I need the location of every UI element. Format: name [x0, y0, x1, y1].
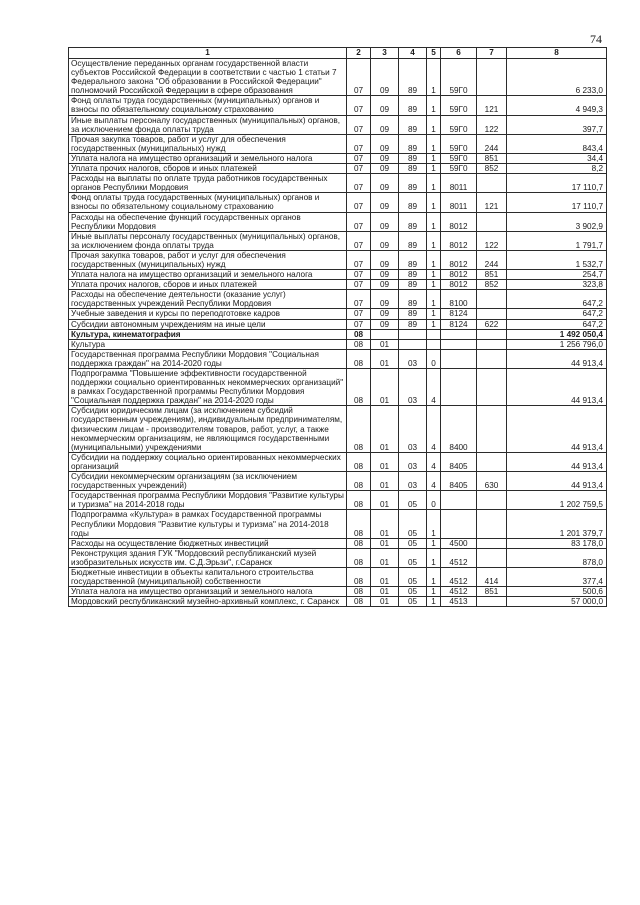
- table-row: [69, 406, 607, 452]
- cell-amount: 843,4: [507, 134, 607, 153]
- cell-subprogram: 4: [427, 406, 441, 452]
- cell-amount: 6 233,0: [507, 59, 607, 96]
- cell-direction: 59Г0: [441, 96, 477, 115]
- cell-section: 07: [347, 309, 371, 319]
- cell-expense-type: 121: [477, 193, 507, 212]
- cell-subsection: 01: [371, 510, 399, 538]
- cell-name: Подпрограмма «Культура» в рамках Государственной программы Республики Мордовия "Развитие культуры и туризма" на 2014-2018 годы: [69, 510, 347, 538]
- cell-subsection: 09: [371, 319, 399, 329]
- cell-name: Иные выплаты персоналу государственных (муниципальных) органов, за исключением фонда оплаты труда: [69, 231, 347, 250]
- cell-name: Фонд оплаты труда государственных (муниципальных) органов и взносы по обязательному социальному страхованию: [69, 193, 347, 212]
- cell-name: Иные выплаты персоналу государственных (муниципальных) органов, за исключением фонда оплаты труда: [69, 115, 347, 134]
- header-col-8: 8: [507, 48, 607, 59]
- cell-direction: 8124: [441, 309, 477, 319]
- table-row: [69, 134, 607, 153]
- cell-section: 08: [347, 597, 371, 607]
- table-row: [69, 250, 607, 269]
- cell-subprogram: 4: [427, 452, 441, 471]
- cell-expense-type: [477, 452, 507, 471]
- cell-section: 07: [347, 231, 371, 250]
- cell-section: 08: [347, 406, 371, 452]
- cell-section: 07: [347, 193, 371, 212]
- cell-amount: 44 913,4: [507, 406, 607, 452]
- cell-subprogram: 1: [427, 309, 441, 319]
- cell-section: 07: [347, 270, 371, 280]
- cell-program: 05: [399, 491, 427, 510]
- cell-program: 89: [399, 164, 427, 174]
- cell-program: [399, 329, 427, 339]
- table-row: [69, 212, 607, 231]
- cell-expense-type: 851: [477, 587, 507, 597]
- table-row: [69, 193, 607, 212]
- table-row: [69, 597, 607, 607]
- cell-program: 89: [399, 319, 427, 329]
- cell-expense-type: [477, 290, 507, 309]
- cell-expense-type: [477, 339, 507, 349]
- cell-amount: 1 256 796,0: [507, 339, 607, 349]
- table-row: [69, 538, 607, 548]
- header-col-1: 1: [69, 48, 347, 59]
- cell-subprogram: 4: [427, 369, 441, 406]
- cell-program: 05: [399, 548, 427, 567]
- cell-section: 08: [347, 538, 371, 548]
- cell-direction: 59Г0: [441, 134, 477, 153]
- cell-direction: 4512: [441, 548, 477, 567]
- cell-subsection: 09: [371, 309, 399, 319]
- cell-expense-type: 851: [477, 153, 507, 163]
- cell-program: 89: [399, 115, 427, 134]
- cell-section: 07: [347, 134, 371, 153]
- cell-amount: 44 913,4: [507, 452, 607, 471]
- cell-section: 08: [347, 369, 371, 406]
- cell-program: 89: [399, 270, 427, 280]
- cell-subsection: 09: [371, 231, 399, 250]
- cell-section: 08: [347, 491, 371, 510]
- cell-subprogram: 1: [427, 59, 441, 96]
- cell-subprogram: 1: [427, 134, 441, 153]
- cell-program: 89: [399, 250, 427, 269]
- cell-name: Уплата налога на имущество организаций и земельного налога: [69, 153, 347, 163]
- cell-subsection: 09: [371, 96, 399, 115]
- cell-expense-type: 244: [477, 250, 507, 269]
- cell-expense-type: 121: [477, 96, 507, 115]
- cell-program: 05: [399, 587, 427, 597]
- cell-direction: 4500: [441, 538, 477, 548]
- page-number: 74: [590, 32, 602, 46]
- cell-section: 08: [347, 587, 371, 597]
- budget-table: [68, 47, 607, 607]
- table-row: [69, 164, 607, 174]
- cell-subsection: 09: [371, 290, 399, 309]
- cell-subprogram: 1: [427, 567, 441, 586]
- cell-name: Подпрограмма "Повышение эффективности государственной поддержки социально ориентированных некоммерческих организаций" в рамках Государственной программы Республики Мордовия "Социальная поддержка граждан" на 2014-2020 годы: [69, 369, 347, 406]
- table-row: [69, 452, 607, 471]
- cell-subsection: 01: [371, 472, 399, 491]
- cell-amount: 647,2: [507, 309, 607, 319]
- cell-expense-type: [477, 59, 507, 96]
- cell-expense-type: 851: [477, 270, 507, 280]
- cell-amount: 254,7: [507, 270, 607, 280]
- cell-subsection: 09: [371, 59, 399, 96]
- cell-section: 07: [347, 153, 371, 163]
- cell-name: Осуществление переданных органам государственной власти субъектов Российской Федерации в соответствии с частью 1 статьи 7 Федерального закона "Об образовании в Российской Федерации" полномочий Российской Федерации в сфере образования: [69, 59, 347, 96]
- cell-direction: 59Г0: [441, 59, 477, 96]
- cell-subprogram: 4: [427, 472, 441, 491]
- cell-subsection: 01: [371, 548, 399, 567]
- cell-amount: 500,6: [507, 587, 607, 597]
- cell-subsection: 01: [371, 587, 399, 597]
- cell-section: 07: [347, 280, 371, 290]
- cell-section: 08: [347, 567, 371, 586]
- cell-section: 07: [347, 164, 371, 174]
- cell-subsection: 01: [371, 369, 399, 406]
- cell-expense-type: [477, 329, 507, 339]
- cell-amount: 647,2: [507, 319, 607, 329]
- cell-expense-type: 852: [477, 280, 507, 290]
- cell-amount: 1 202 759,5: [507, 491, 607, 510]
- cell-program: 89: [399, 59, 427, 96]
- cell-amount: 1 791,7: [507, 231, 607, 250]
- cell-subprogram: 1: [427, 212, 441, 231]
- cell-amount: 44 913,4: [507, 472, 607, 491]
- cell-subprogram: 1: [427, 587, 441, 597]
- cell-subsection: 09: [371, 115, 399, 134]
- cell-direction: 59Г0: [441, 153, 477, 163]
- table-row: [69, 349, 607, 368]
- cell-subsection: 01: [371, 339, 399, 349]
- cell-amount: 323,8: [507, 280, 607, 290]
- table-row: [69, 96, 607, 115]
- cell-expense-type: [477, 309, 507, 319]
- cell-amount: 1 201 379,7: [507, 510, 607, 538]
- cell-section: 07: [347, 115, 371, 134]
- cell-expense-type: [477, 510, 507, 538]
- cell-expense-type: [477, 369, 507, 406]
- header-col-4: 4: [399, 48, 427, 59]
- cell-subsection: 09: [371, 164, 399, 174]
- cell-subprogram: 1: [427, 510, 441, 538]
- table-row: [69, 472, 607, 491]
- table-row: [69, 567, 607, 586]
- cell-section: 07: [347, 250, 371, 269]
- cell-section: 07: [347, 319, 371, 329]
- cell-direction: 8012: [441, 212, 477, 231]
- cell-direction: [441, 329, 477, 339]
- cell-subsection: 09: [371, 174, 399, 193]
- cell-subprogram: 0: [427, 491, 441, 510]
- cell-expense-type: [477, 538, 507, 548]
- cell-section: 07: [347, 96, 371, 115]
- cell-subsection: 01: [371, 452, 399, 471]
- cell-direction: [441, 369, 477, 406]
- table-row: [69, 491, 607, 510]
- cell-program: 89: [399, 309, 427, 319]
- cell-section: 08: [347, 472, 371, 491]
- cell-subprogram: 1: [427, 174, 441, 193]
- cell-section: 08: [347, 329, 371, 339]
- cell-section: 07: [347, 290, 371, 309]
- cell-direction: [441, 491, 477, 510]
- cell-direction: [441, 339, 477, 349]
- header-col-3: 3: [371, 48, 399, 59]
- cell-subsection: 01: [371, 406, 399, 452]
- cell-name: Субсидии на поддержку социально ориентированных некоммерческих организаций: [69, 452, 347, 471]
- cell-subsection: 01: [371, 538, 399, 548]
- cell-amount: 57 000,0: [507, 597, 607, 607]
- cell-amount: 3 902,9: [507, 212, 607, 231]
- cell-subsection: 09: [371, 280, 399, 290]
- cell-section: 08: [347, 349, 371, 368]
- cell-section: 08: [347, 548, 371, 567]
- cell-expense-type: [477, 491, 507, 510]
- cell-name: Уплата прочих налогов, сборов и иных платежей: [69, 164, 347, 174]
- cell-subprogram: 1: [427, 193, 441, 212]
- cell-name: Учебные заведения и курсы по переподготовке кадров: [69, 309, 347, 319]
- table-row: [69, 174, 607, 193]
- cell-direction: 59Г0: [441, 164, 477, 174]
- cell-program: 89: [399, 134, 427, 153]
- cell-program: 89: [399, 96, 427, 115]
- cell-name: Бюджетные инвестиции в объекты капитального строительства государственной (муниципальной) собственности: [69, 567, 347, 586]
- cell-subprogram: 0: [427, 349, 441, 368]
- cell-expense-type: 122: [477, 115, 507, 134]
- cell-subsection: 01: [371, 597, 399, 607]
- cell-program: 89: [399, 153, 427, 163]
- table-row: [69, 280, 607, 290]
- cell-subprogram: [427, 339, 441, 349]
- header-col-2: 2: [347, 48, 371, 59]
- header-col-5: 5: [427, 48, 441, 59]
- cell-name: Культура, кинематография: [69, 329, 347, 339]
- cell-program: 03: [399, 349, 427, 368]
- cell-direction: 8405: [441, 472, 477, 491]
- cell-amount: 17 110,7: [507, 174, 607, 193]
- cell-expense-type: [477, 349, 507, 368]
- cell-program: 03: [399, 406, 427, 452]
- cell-subprogram: 1: [427, 280, 441, 290]
- cell-subsection: 09: [371, 134, 399, 153]
- cell-section: 07: [347, 174, 371, 193]
- cell-program: 05: [399, 510, 427, 538]
- cell-subprogram: 1: [427, 548, 441, 567]
- cell-subprogram: 1: [427, 319, 441, 329]
- table-row: [69, 369, 607, 406]
- cell-direction: 4513: [441, 597, 477, 607]
- cell-program: 03: [399, 472, 427, 491]
- cell-direction: 8100: [441, 290, 477, 309]
- cell-name: Расходы на осуществление бюджетных инвестиций: [69, 538, 347, 548]
- cell-direction: 8012: [441, 250, 477, 269]
- cell-name: Субсидии некоммерческим организациям (за исключением государственных учреждений): [69, 472, 347, 491]
- table-row: [69, 339, 607, 349]
- cell-expense-type: 630: [477, 472, 507, 491]
- table-body: [69, 59, 607, 607]
- cell-direction: 8400: [441, 406, 477, 452]
- cell-expense-type: 414: [477, 567, 507, 586]
- table-row: [69, 587, 607, 597]
- cell-name: Государственная программа Республики Мордовия "Социальная поддержка граждан" на 2014-2020 годы: [69, 349, 347, 368]
- cell-subprogram: [427, 329, 441, 339]
- cell-direction: 8011: [441, 193, 477, 212]
- cell-amount: 34,4: [507, 153, 607, 163]
- cell-subprogram: 1: [427, 153, 441, 163]
- cell-section: 08: [347, 510, 371, 538]
- cell-expense-type: 852: [477, 164, 507, 174]
- cell-program: 89: [399, 193, 427, 212]
- cell-program: 03: [399, 452, 427, 471]
- cell-subprogram: 1: [427, 270, 441, 280]
- cell-amount: 4 949,3: [507, 96, 607, 115]
- cell-amount: 397,7: [507, 115, 607, 134]
- cell-direction: 8012: [441, 280, 477, 290]
- cell-subprogram: 1: [427, 115, 441, 134]
- cell-program: [399, 339, 427, 349]
- cell-program: 89: [399, 280, 427, 290]
- cell-name: Расходы на выплаты по оплате труда работников государственных органов Республики Мордовия: [69, 174, 347, 193]
- table-row: [69, 231, 607, 250]
- cell-amount: 1 492 050,4: [507, 329, 607, 339]
- cell-expense-type: 122: [477, 231, 507, 250]
- cell-subsection: 01: [371, 491, 399, 510]
- cell-name: Уплата прочих налогов, сборов и иных платежей: [69, 280, 347, 290]
- cell-expense-type: [477, 174, 507, 193]
- cell-direction: 8012: [441, 270, 477, 280]
- cell-subsection: 09: [371, 193, 399, 212]
- cell-program: 03: [399, 369, 427, 406]
- cell-program: 05: [399, 567, 427, 586]
- cell-expense-type: 244: [477, 134, 507, 153]
- cell-direction: [441, 349, 477, 368]
- cell-subsection: 01: [371, 349, 399, 368]
- cell-name: Субсидии юридическим лицам (за исключением субсидий государственным учреждениям), индивидуальным предпринимателям, физическим лицам - производителям товаров, работ, услуг, а также некоммерческим организациям, не являющимся государственными (муниципальными) учреждениями: [69, 406, 347, 452]
- header-col-7: 7: [477, 48, 507, 59]
- cell-expense-type: [477, 548, 507, 567]
- cell-subprogram: 1: [427, 164, 441, 174]
- table-row: [69, 59, 607, 96]
- cell-subprogram: 1: [427, 290, 441, 309]
- table-row: [69, 115, 607, 134]
- table-row: [69, 329, 607, 339]
- table-row: [69, 270, 607, 280]
- cell-amount: 1 532,7: [507, 250, 607, 269]
- cell-name: Реконструкция здания ГУК "Мордовский республиканский музей изобразительных искусств им. С.Д.Эрьзи", г.Саранск: [69, 548, 347, 567]
- cell-direction: 4512: [441, 567, 477, 586]
- cell-subprogram: 1: [427, 96, 441, 115]
- cell-amount: 377,4: [507, 567, 607, 586]
- table-row: [69, 309, 607, 319]
- cell-expense-type: [477, 212, 507, 231]
- cell-name: Культура: [69, 339, 347, 349]
- cell-name: Фонд оплаты труда государственных (муниципальных) органов и взносы по обязательному социальному страхованию: [69, 96, 347, 115]
- cell-program: 05: [399, 538, 427, 548]
- cell-amount: 647,2: [507, 290, 607, 309]
- table-row: [69, 290, 607, 309]
- cell-section: 07: [347, 212, 371, 231]
- cell-subsection: 09: [371, 250, 399, 269]
- cell-program: 89: [399, 212, 427, 231]
- cell-subprogram: 1: [427, 597, 441, 607]
- cell-direction: 4512: [441, 587, 477, 597]
- cell-name: Прочая закупка товаров, работ и услуг для обеспечения государственных (муниципальных) нужд: [69, 134, 347, 153]
- table-row: [69, 153, 607, 163]
- cell-subsection: 09: [371, 270, 399, 280]
- cell-amount: 878,0: [507, 548, 607, 567]
- cell-section: 07: [347, 59, 371, 96]
- cell-direction: 8012: [441, 231, 477, 250]
- cell-name: Уплата налога на имущество организаций и земельного налога: [69, 587, 347, 597]
- cell-amount: 8,2: [507, 164, 607, 174]
- cell-name: Мордовский республиканский музейно-архивный комплекс, г. Саранск: [69, 597, 347, 607]
- cell-name: Прочая закупка товаров, работ и услуг для обеспечения государственных (муниципальных) нужд: [69, 250, 347, 269]
- cell-name: Расходы на обеспечение деятельности (оказание услуг) государственных учреждений Республики Мордовия: [69, 290, 347, 309]
- cell-subprogram: 1: [427, 250, 441, 269]
- cell-expense-type: [477, 406, 507, 452]
- cell-section: 08: [347, 339, 371, 349]
- cell-name: Государственная программа Республики Мордовия "Развитие культуры и туризма" на 2014-2018 годы: [69, 491, 347, 510]
- header-col-6: 6: [441, 48, 477, 59]
- cell-amount: 83 178,0: [507, 538, 607, 548]
- cell-direction: 8011: [441, 174, 477, 193]
- cell-subsection: 09: [371, 153, 399, 163]
- cell-subsection: [371, 329, 399, 339]
- cell-subprogram: 1: [427, 538, 441, 548]
- cell-subsection: 01: [371, 567, 399, 586]
- cell-direction: 8405: [441, 452, 477, 471]
- cell-amount: 44 913,4: [507, 369, 607, 406]
- cell-amount: 17 110,7: [507, 193, 607, 212]
- cell-name: Субсидии автономным учреждениям на иные цели: [69, 319, 347, 329]
- table-row: [69, 319, 607, 329]
- header-row: [69, 48, 607, 59]
- cell-expense-type: [477, 597, 507, 607]
- cell-amount: 44 913,4: [507, 349, 607, 368]
- cell-name: Расходы на обеспечение функций государственных органов Республики Мордовия: [69, 212, 347, 231]
- cell-direction: 59Г0: [441, 115, 477, 134]
- cell-program: 89: [399, 290, 427, 309]
- cell-program: 05: [399, 597, 427, 607]
- cell-program: 89: [399, 174, 427, 193]
- table-row: [69, 548, 607, 567]
- cell-direction: [441, 510, 477, 538]
- cell-subsection: 09: [371, 212, 399, 231]
- cell-section: 08: [347, 452, 371, 471]
- cell-name: Уплата налога на имущество организаций и земельного налога: [69, 270, 347, 280]
- cell-subprogram: 1: [427, 231, 441, 250]
- cell-expense-type: 622: [477, 319, 507, 329]
- cell-direction: 8124: [441, 319, 477, 329]
- cell-program: 89: [399, 231, 427, 250]
- table-row: [69, 510, 607, 538]
